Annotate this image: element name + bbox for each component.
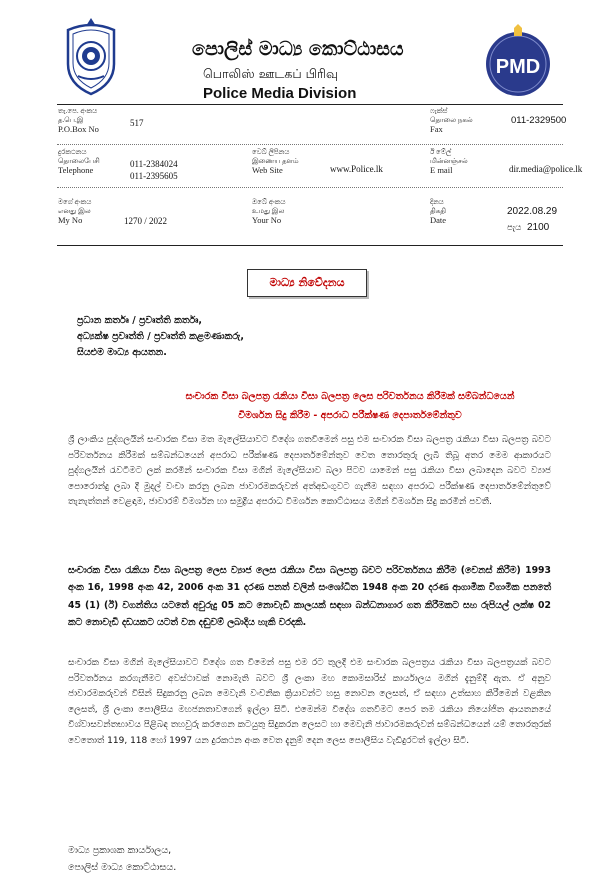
info-bottom-divider xyxy=(57,245,563,246)
fax-label: ෆැක්ස් தொலை நகல் Fax xyxy=(430,107,473,134)
website-label: වෙබ් ලිපිනය இணைய தளம் Web Site xyxy=(252,148,299,175)
telephone-value-2: 011-2395605 xyxy=(130,171,178,181)
telephone-value-1: 011-2384024 xyxy=(130,159,178,169)
date-label: දිනය திகதி Date xyxy=(430,198,447,225)
my-no-value: 1270 / 2022 xyxy=(124,216,168,226)
email-label: ඊ මේල් மின்னஞ்சல் E mail xyxy=(430,148,468,175)
info-divider xyxy=(57,144,563,145)
body-paragraph-1: ශ්‍රී ලාංකිය පුද්ගලයින් සංචාරක වීසා මත මැලේසියාවට විදේශ ගතවීමෙන් පසු එම සංචාරක වීසා බලපත්‍ර රැකියා වීසා බලපත්‍ර බවට පරිවර්තනය කිරීමක් සම්බන්ධයෙන් අපරාධ පරීක්ෂණ දෙපාර්තමේන්තුව වෙත තොරතුරු ලැබී තිබූ අතර මෙම ආකාරයට පුද්ගලයින් රැවටීමට ලක් කරමින් සංචාරක වීසා මගින් මැලේසියාව බලා පිටව යාමෙන් පසු රැකියා වීසා ලබාදෙන බවට ව්‍යාජ පොරොන්දු ලබා දී මුදල් වංචා කරනු ලබන ජාවාරමකරුවන් අත්අඩංගුවට ගැනීම සඳහා අපරාධ පරීක්ෂණ දෙපාර්තමේන්තුවේ තැනැත්තන් වෙළඳාම, ජාවාරම් විමර්ශන හා සමුද්‍රීය අපරාධ විමර්ශන කොට්ඨාසය මගින් විමර්ශන සිදු කරමින් පවතී. xyxy=(68,435,551,507)
body-paragraph-3: සංචාරක වීසා මගින් මැලේසියාවට විදේශ ගත වීමෙන් පසු එම රට තුලදී එම සංචාරක බලපත්‍රය රැකියා වීසා බලපත්‍රයක් බවට පරිවර්තනය කරගැනීමට අවස්ථාවක් නොමැති බවට ශ්‍රී ලංකා මහ කොමසාරිස් කාර්යාලය මගින් දැනුම්දී ඇත. ඒ අනුව ජාවාරමකරුවන් විසින් සිදුකරනු ලබන මෙවැනි වංචනික ක්‍රියාවන්ට හසු නොවන ලෙසත්, ඒ සඳහා උත්සාහ කිරීමෙන් වළකින ලෙසත්, ශ්‍රී ලංකා පොලීසිය මහජනතාවගෙන් ඉල්ලා සිටී. එමෙන්ම විදේශ ගතවීමට පෙර තම රැකියා නියෝජිත ආයතනයේ විශ්වාසවන්තභාවය පිළිබඳ තහවුරු කරගෙන කටයුතු සිදුකරන ලෙසට හා මෙවැනි ජාවාරමකරුවන් සම්බන්ධයෙන් යම් තොරතුරක් වෙතොත් 119, 118 හෝ 1997 යන දුරකථන අංක වෙත දැනුම් දෙන ලෙස පොලීසිය වැඩිදුරටත් ඉල්ලා සිටී. xyxy=(68,658,551,746)
signature-block: මාධ්‍ය ප්‍රකාශක කාර්යාලය, පොලිස් මාධ්‍ය කොට්ඨාසය. xyxy=(68,845,177,873)
police-crest-logo xyxy=(60,16,122,96)
my-no-label: මගේ අංකය எனது இல My No xyxy=(58,198,92,225)
header-divider xyxy=(57,104,563,105)
subject-heading: සංචාරක වීසා බලපත්‍ර රැකියා වීසා බලපත්‍ර ලෙස පරිවර්තනය කිරීමක් සම්බන්ධයෙන් විමර්ශන සිදු කිරීම - අපරාධ පරීක්ෂණ දෙපාර්තමේන්තුව xyxy=(185,391,515,421)
header-title-english: Police Media Division xyxy=(203,85,357,102)
addressee-line: අධ්‍යක්ෂ ප්‍රවෘත්ති / ප්‍රවෘත්ති කළමණාකරු, xyxy=(77,331,244,342)
header-title-tamil: பொலிஸ் ஊடகப் பிரிவு xyxy=(203,66,339,81)
pobox-label: තැ.පෙ. අංකය த.பெ.இ P.O.Box No xyxy=(58,107,99,134)
telephone-label: දුරකථනය தொலைபேசி Telephone xyxy=(58,148,100,175)
pmd-badge-text: PMD xyxy=(495,56,541,78)
header-title-sinhala: පොලිස් මාධ්‍ය කොට්ඨාසය xyxy=(192,38,404,60)
fax-value: 011-2329500 xyxy=(511,115,567,126)
info-divider xyxy=(57,187,563,188)
time-value: 2100 xyxy=(527,222,550,233)
your-no-label: ඔබේ අංකය உமது இல Your No xyxy=(252,198,286,225)
addressee-line: සියළුම මාධ්‍ය ආයතන. xyxy=(77,347,167,358)
email-link[interactable]: dir.media@police.lk xyxy=(509,164,583,174)
website-link[interactable]: www.Police.lk xyxy=(330,164,383,174)
date-value: 2022.08.29 xyxy=(507,206,558,217)
pobox-value: 517 xyxy=(130,118,144,128)
addressee-line: ප්‍රධාන කර්තෘ / ප්‍රවෘත්ති කර්තෘ, xyxy=(77,315,203,326)
time-label: පැය xyxy=(507,222,522,232)
body-paragraph-2: සංචාරක වීසා රැකියා වීසා බලපත්‍ර ලෙස ව්‍යාජ ලෙස රැකියා වීසා බලපත්‍ර බවට පරිවර්තනය කිරීම (වෙනස් කිරීම) 1993 අංක 16, 1998 අංක 42, 2006 අංක 31 දරණ පනත් වලින් සංශෝධිත 1948 අංක 20 දරණ ආගාමික විගාමික පනතේ 45 (1) (ඊ) වගන්තිය යටතේ අවුරුදු 05 කට නොවැඩි කාලයක් සඳහා බන්ධනාගාර ගත කිරීමකට සහ රුපියල් ලක්ෂ 02 කට නොවැඩි දඩයකට යටත් වන දඬුවම් ලබාදිය හැකි වරදකි. xyxy=(68,565,551,628)
addressee-block xyxy=(77,313,537,361)
media-release-title: මාධ්‍ය නිවේදනය xyxy=(247,269,367,297)
pmd-badge-logo xyxy=(484,24,552,98)
